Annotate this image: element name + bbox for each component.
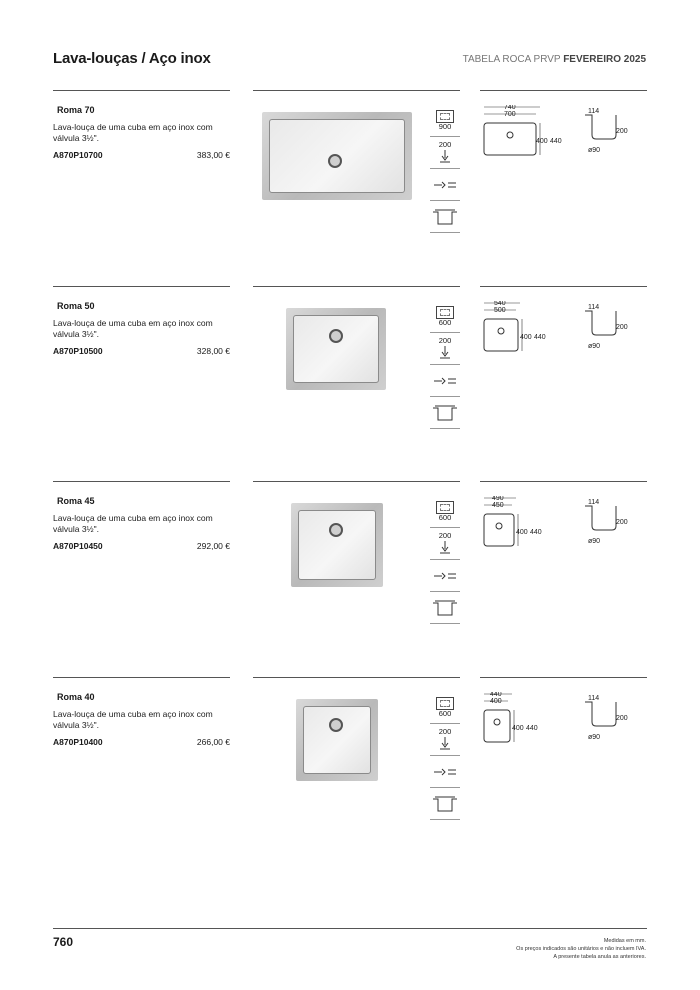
flush-mount-icon (430, 170, 460, 201)
product-name: Roma 70 (57, 105, 95, 115)
svg-text:114: 114 (588, 304, 600, 311)
divider (253, 286, 460, 287)
cabinet-size-icon: 600 (430, 302, 460, 333)
cabinet-size-icon: 900 (430, 106, 460, 137)
divider (53, 481, 230, 482)
technical-drawing (480, 692, 647, 752)
bowl-depth-icon: 200 (430, 138, 460, 169)
svg-text:440: 440 (534, 334, 546, 341)
catalog-header (463, 54, 646, 65)
divider (480, 90, 647, 91)
catalog-date: FEVEREIRO 2025 (563, 54, 646, 65)
divider (53, 286, 230, 287)
page-title: Lava-louças / Aço inox (53, 50, 211, 67)
page-number: 760 (53, 935, 74, 949)
cabinet-size-icon: 600 (430, 693, 460, 724)
divider (480, 677, 647, 678)
svg-text:400: 400 (512, 725, 524, 732)
technical-drawing (480, 301, 647, 361)
svg-text:400: 400 (520, 334, 532, 341)
flush-mount-icon (430, 366, 460, 397)
bowl-depth-icon: 200 (430, 334, 460, 365)
product-code: A870P10500 (53, 346, 103, 356)
product-price: 383,00 € (196, 150, 230, 160)
product-code: A870P10400 (53, 737, 103, 747)
svg-text:200: 200 (616, 715, 628, 722)
product-name: Roma 40 (57, 692, 95, 702)
svg-text:400: 400 (536, 138, 548, 145)
cabinet-size-icon: 600 (430, 497, 460, 528)
svg-text:ø90: ø90 (588, 538, 601, 545)
flush-mount-icon (430, 757, 460, 788)
divider (253, 481, 460, 482)
svg-text:400: 400 (490, 698, 502, 705)
divider (253, 677, 460, 678)
svg-text:440: 440 (550, 138, 562, 145)
svg-text:114: 114 (588, 499, 600, 506)
product-description: Lava-louça de uma cuba em aço inox com válvula 3½". (53, 513, 213, 534)
divider (253, 90, 460, 91)
product-section-roma-50 (0, 286, 700, 482)
footer-notes (426, 937, 646, 961)
svg-text:540: 540 (494, 301, 506, 307)
undermount-icon (430, 202, 460, 233)
product-code: A870P10700 (53, 150, 103, 160)
bowl-depth-icon: 200 (430, 529, 460, 560)
svg-text:440: 440 (530, 529, 542, 536)
svg-text:114: 114 (588, 108, 600, 115)
sink-photo (262, 112, 412, 200)
svg-text:400: 400 (516, 529, 528, 536)
svg-text:200: 200 (616, 324, 628, 331)
product-price: 292,00 € (196, 541, 230, 551)
product-code: A870P10450 (53, 541, 103, 551)
svg-text:440: 440 (526, 725, 538, 732)
product-section-roma-40 (0, 677, 700, 873)
svg-text:ø90: ø90 (588, 147, 601, 154)
technical-drawing (480, 496, 647, 556)
undermount-icon (430, 789, 460, 820)
svg-text:200: 200 (616, 519, 628, 526)
product-name: Roma 45 (57, 496, 95, 506)
svg-text:200: 200 (616, 128, 628, 135)
footer-divider (53, 928, 647, 929)
product-price: 328,00 € (196, 346, 230, 356)
undermount-icon (430, 398, 460, 429)
divider (53, 90, 230, 91)
catalog-name: TABELA ROCA PRVP (462, 54, 561, 65)
product-section-roma-45 (0, 481, 700, 677)
svg-text:ø90: ø90 (588, 734, 601, 741)
footer-note: Medidas em mm. (603, 938, 646, 944)
flush-mount-icon (430, 561, 460, 592)
product-section-roma-70 (0, 90, 700, 286)
footer-note: A presente tabela anula as anteriores. (553, 954, 646, 960)
bowl-depth-icon: 200 (430, 725, 460, 756)
undermount-icon (430, 593, 460, 624)
technical-drawing (480, 105, 647, 165)
product-description: Lava-louça de uma cuba em aço inox com válvula 3½". (53, 318, 213, 339)
divider (480, 481, 647, 482)
svg-text:740: 740 (504, 105, 516, 111)
svg-text:700: 700 (504, 111, 516, 118)
svg-text:500: 500 (494, 307, 506, 314)
svg-text:ø90: ø90 (588, 343, 601, 350)
footer-note: Os preços indicados são unitários e não incluem IVA. (516, 946, 646, 952)
product-description: Lava-louça de uma cuba em aço inox com válvula 3½". (53, 709, 213, 730)
divider (480, 286, 647, 287)
sink-photo (291, 503, 383, 587)
svg-text:490: 490 (492, 496, 504, 502)
svg-text:440: 440 (490, 692, 502, 698)
product-description: Lava-louça de uma cuba em aço inox com válvula 3½". (53, 122, 213, 143)
sink-photo (296, 699, 378, 781)
svg-text:450: 450 (492, 502, 504, 509)
divider (53, 677, 230, 678)
product-name: Roma 50 (57, 301, 95, 311)
svg-text:114: 114 (588, 695, 600, 702)
sink-photo (286, 308, 386, 390)
product-price: 266,00 € (196, 737, 230, 747)
